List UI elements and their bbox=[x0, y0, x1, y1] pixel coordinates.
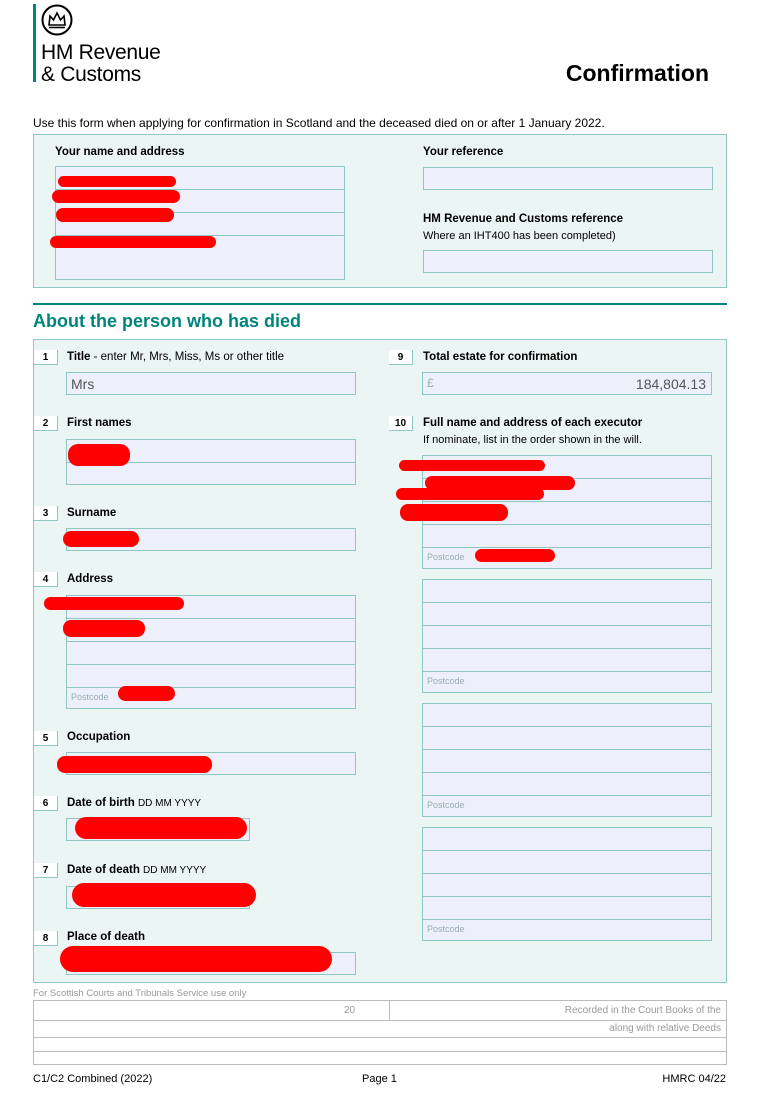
footer-form-id: C1/C2 Combined (2022) bbox=[33, 1073, 153, 1085]
redaction bbox=[118, 686, 175, 701]
total-estate-value: 184,804.13 bbox=[635, 376, 706, 392]
your-reference-field[interactable] bbox=[423, 167, 713, 190]
redaction bbox=[399, 460, 545, 471]
postcode-hint: Postcode bbox=[427, 800, 465, 810]
court-recorded: Recorded in the Court Books of the bbox=[564, 1005, 721, 1016]
court-use-label: For Scottish Courts and Tribunals Service use only bbox=[33, 988, 247, 999]
redaction bbox=[75, 817, 247, 839]
q10-label: Full name and address of each executor bbox=[423, 417, 643, 429]
q4-number: 4 bbox=[34, 572, 58, 587]
brand-line-2: & Customs bbox=[41, 63, 141, 86]
postcode-hint: Postcode bbox=[427, 552, 465, 562]
executor-4-field[interactable] bbox=[422, 827, 712, 941]
your-name-label: Your name and address bbox=[55, 146, 185, 158]
executor-2-field[interactable] bbox=[422, 579, 712, 693]
q8-number: 8 bbox=[34, 931, 58, 946]
q2-number: 2 bbox=[34, 416, 58, 431]
intro-text: Use this form when applying for confirmation in Scotland and the deceased died on or after 1 January 2022. bbox=[33, 116, 605, 130]
hmrc-reference-label: HM Revenue and Customs reference bbox=[423, 213, 624, 225]
redaction bbox=[56, 208, 174, 222]
q4-label: Address bbox=[67, 573, 114, 585]
redaction bbox=[63, 620, 145, 637]
brand-line-1: HM Revenue bbox=[41, 41, 161, 64]
q5-label: Occupation bbox=[67, 731, 131, 743]
currency-symbol: £ bbox=[427, 376, 434, 390]
redaction bbox=[68, 444, 130, 466]
your-reference-label: Your reference bbox=[423, 146, 504, 158]
postcode-hint: Postcode bbox=[427, 676, 465, 686]
postcode-hint: Postcode bbox=[71, 692, 109, 702]
q9-label: Total estate for confirmation bbox=[423, 351, 578, 363]
court-table bbox=[33, 1000, 727, 1065]
q6-label: Date of birth DD MM YYYY bbox=[67, 797, 202, 809]
q7-number: 7 bbox=[34, 863, 58, 878]
q1-label: Title - enter Mr, Mrs, Miss, Ms or other title bbox=[67, 351, 285, 363]
section-title: About the person who has died bbox=[33, 311, 302, 331]
q3-number: 3 bbox=[34, 506, 58, 521]
redaction bbox=[72, 883, 256, 907]
title-value: Mrs bbox=[71, 376, 95, 392]
redaction bbox=[60, 946, 332, 972]
hmrc-reference-field[interactable] bbox=[423, 250, 713, 273]
court-deeds: along with relative Deeds bbox=[609, 1023, 721, 1034]
q9-number: 9 bbox=[389, 350, 413, 365]
redaction bbox=[400, 504, 508, 521]
address-field[interactable] bbox=[66, 595, 356, 709]
q1-number: 1 bbox=[34, 350, 58, 365]
redaction bbox=[475, 549, 555, 562]
q3-label: Surname bbox=[67, 507, 117, 519]
hmrc-reference-sub: Where an IHT400 has been completed) bbox=[423, 230, 616, 242]
redaction bbox=[396, 488, 544, 500]
total-estate-field[interactable] bbox=[422, 372, 712, 395]
court-year: 20 bbox=[344, 1005, 356, 1016]
q10-sub: If nominate, list in the order shown in the will. bbox=[423, 434, 642, 446]
q6-number: 6 bbox=[34, 796, 58, 811]
section-rule bbox=[33, 303, 727, 305]
q8-label: Place of death bbox=[67, 931, 145, 943]
crown-icon bbox=[41, 4, 73, 36]
brand-bar bbox=[33, 4, 36, 82]
title-field[interactable] bbox=[66, 372, 356, 395]
redaction bbox=[58, 176, 176, 187]
q2-label: First names bbox=[67, 417, 132, 429]
postcode-hint: Postcode bbox=[427, 924, 465, 934]
page-title: Confirmation bbox=[565, 60, 709, 86]
footer-page: Page 1 bbox=[362, 1073, 397, 1085]
redaction bbox=[63, 531, 139, 547]
q10-number: 10 bbox=[389, 416, 413, 431]
executor-3-field[interactable] bbox=[422, 703, 712, 817]
footer-version: HMRC 04/22 bbox=[662, 1073, 726, 1085]
redaction bbox=[50, 236, 216, 248]
redaction bbox=[44, 597, 184, 610]
redaction bbox=[57, 756, 212, 773]
q5-number: 5 bbox=[34, 731, 58, 746]
redaction bbox=[52, 190, 180, 203]
q7-label: Date of death DD MM YYYY bbox=[67, 864, 207, 876]
